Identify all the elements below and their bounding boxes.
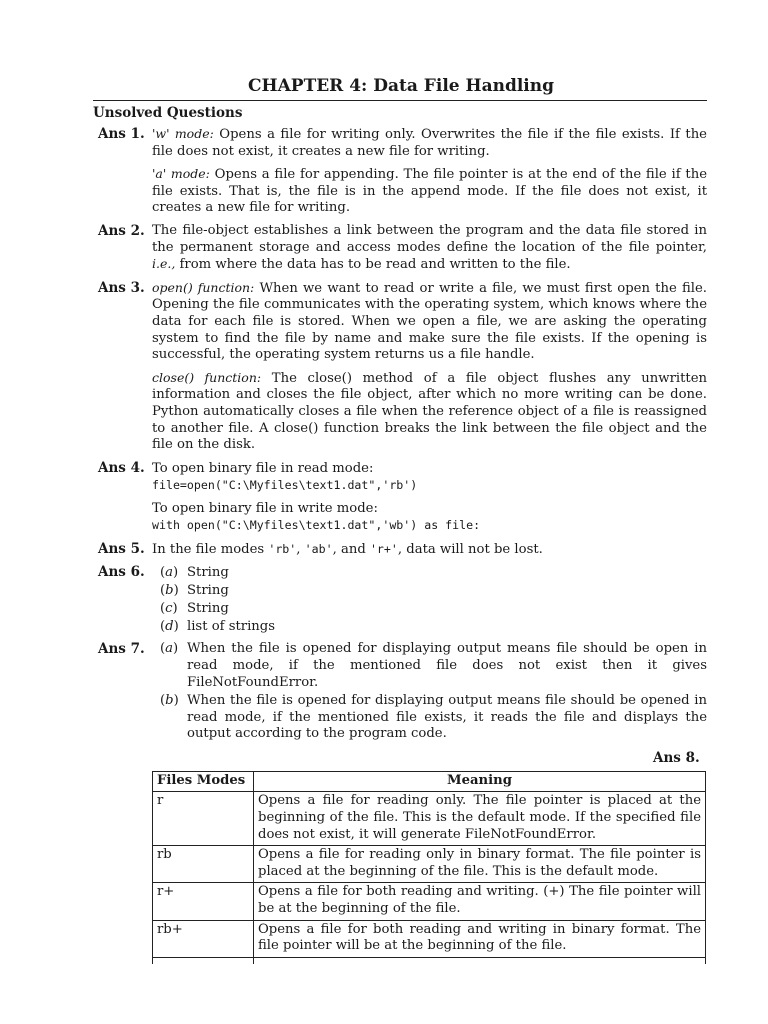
code-line: with open("C:\Myfiles\text1.dat",'wb') as file: [152, 518, 481, 533]
column-header: Files Modes [153, 771, 254, 792]
title-rule [93, 100, 707, 101]
answers-list [93, 126, 707, 970]
answer-body: To open binary file in read mode: file=open("C:\Myfiles\text1.dat",'rb') To open binary file in write mode: with open("C:\Myfiles\text1.dat",'wb') as file: [152, 460, 707, 535]
sub-list [152, 641, 707, 743]
table-header-row [153, 771, 706, 792]
code-line: file=open("C:\Myfiles\text1.dat",'rb') [152, 478, 418, 493]
list-item: (c) String [160, 600, 229, 616]
table-row [153, 792, 706, 846]
answer-5 [93, 541, 707, 559]
list-item: (b) String [160, 583, 229, 599]
answer-body [152, 641, 707, 744]
answer-3 [93, 280, 707, 454]
answer-2 [93, 223, 707, 274]
table-row [153, 846, 706, 883]
answer-label: Ans 3. [98, 279, 145, 296]
list-item: (b) When the file is opened for displaying output means file should be opened in read mode, if the mentioned file exists, it reads the file and displays the output according to the program code. [160, 692, 707, 742]
answer-body [152, 126, 707, 217]
mode-cell: r [153, 792, 254, 846]
meaning-cell: Opens a file for both reading and writing in binary format. The file pointer will be at the beginning of the file. [254, 920, 706, 957]
answer-body: The file-object establishes a link between the program and the data file stored in the permanent storage and access modes define the location of the file pointer, i.e., from where the data has to be read and written to the file. [152, 222, 707, 273]
answer-label: Ans 5. [98, 540, 145, 557]
table-row-cutoff [153, 957, 706, 964]
answer-body [152, 564, 707, 635]
close-function-paragraph: close() function: The close() method of a file object flushes any unwritten information and closes the file object, after which no more writing can be done. Python automatically closes a file when the reference object of a file is reassigned to another file. A close() function breaks the link between the file object and the file on the disk. [152, 369, 707, 453]
file-modes-table [152, 771, 706, 964]
answer-label: Ans 8. [653, 750, 700, 767]
answer-4 [93, 460, 707, 535]
answer-label: Ans 1. [98, 126, 145, 142]
sub-list [152, 564, 707, 635]
answer-label: Ans 2. [98, 222, 145, 239]
answer-8 [93, 750, 707, 963]
mode-cell: rb+ [153, 920, 254, 957]
column-header: Meaning [254, 771, 706, 792]
list-item: (d) list of strings [160, 618, 275, 634]
mode-cell: r+ [153, 883, 254, 920]
list-item: (a) String [160, 565, 229, 581]
meaning-cell: Opens a file for both reading and writing. (+) The file pointer will be at the beginning of the file. [254, 883, 706, 920]
answer-label: Ans 4. [98, 459, 145, 476]
meaning-cell: Opens a file for reading only. The file pointer is placed at the beginning of the file. This is the default mode. If the specified file does not exist, it will generate FileNotFoundError. [254, 792, 706, 846]
open-function-paragraph: open() function: When we want to read or write a file, we must first open the file. Opening the file communicates with the operating system, which knows where the data for each file is stored. When we open a file, we are asking the operating system to find the file by name and make sure the file exists. If the opening is successful, the operating system returns us a file handle. [152, 279, 707, 363]
term: close() function: [152, 369, 262, 385]
mode-cell: rb [153, 846, 254, 883]
table-row [153, 883, 706, 920]
answer-label: Ans 6. [98, 564, 145, 581]
w-mode-paragraph: 'w' mode: Opens a file for writing only. Overwrites the file if the file exists. If the file does not exist, it creates a new file for writing. [152, 126, 707, 159]
chapter-title: CHAPTER 4: Data File Handling [248, 76, 554, 96]
answer-7 [93, 641, 707, 744]
a-mode-paragraph: 'a' mode: Opens a file for appending. The file pointer is at the end of the file if the file exists. That is, the file is in the append mode. If the file does not exist, it creates a new file for writing. [152, 166, 707, 216]
meaning-cell: Opens a file for reading only in binary format. The file pointer is placed at the beginning of the file. This is the default mode. [254, 846, 706, 883]
answer-label: Ans 7. [98, 641, 145, 658]
term: 'w' mode: [152, 126, 214, 141]
answer-6 [93, 564, 707, 635]
list-item: (a) When the file is opened for displaying output means file should be open in read mode, if the mentioned file does not exist then it gives FileNotFoundError. [160, 641, 707, 691]
answer-1 [93, 126, 707, 217]
term: 'a' mode: [152, 166, 210, 182]
answer-body [152, 280, 707, 454]
answer-body: In the file modes 'rb', 'ab', and 'r+', data will not be lost. [152, 541, 543, 557]
table-row [153, 920, 706, 957]
section-heading: Unsolved Questions [93, 105, 243, 121]
term: open() function: [152, 279, 255, 295]
